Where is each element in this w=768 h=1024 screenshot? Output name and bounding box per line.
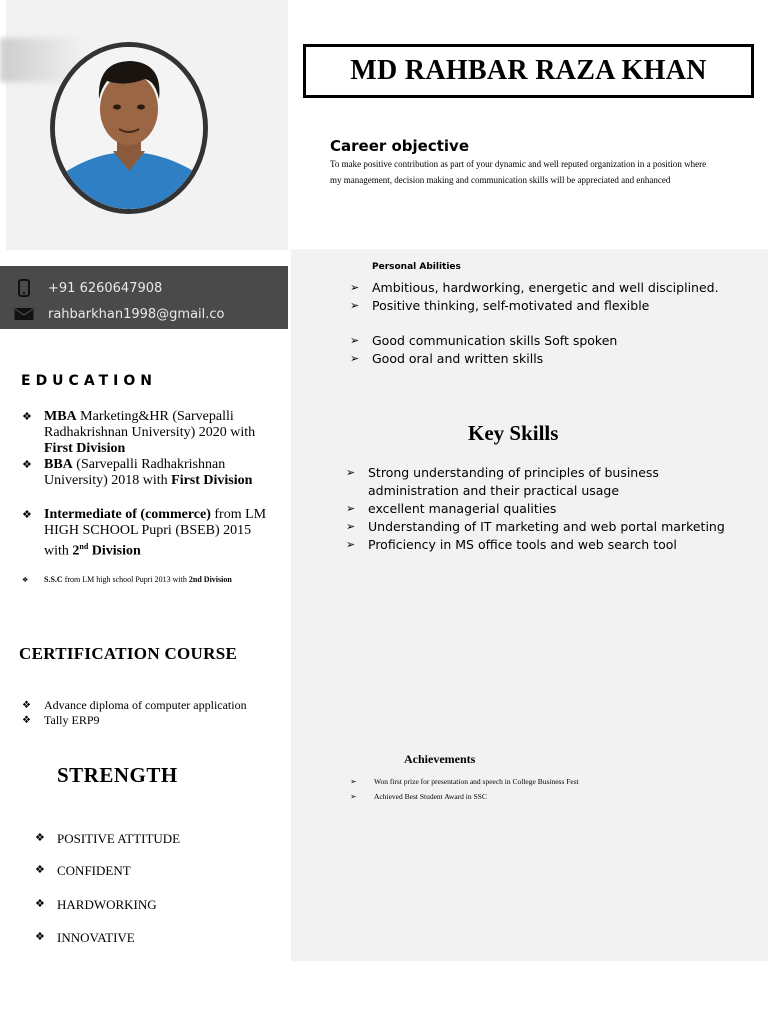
contact-phone-row <box>0 277 288 299</box>
skill-item: ➢ Proficiency in MS office tools and web search tool <box>346 537 677 552</box>
diamond-bullet-icon: ❖ <box>35 832 45 844</box>
skill-item: ➢ Strong understanding of principles of business administration and their practical usage <box>346 465 659 498</box>
diamond-bullet-icon: ❖ <box>22 715 31 726</box>
ability-item: ➢ Positive thinking, self-motivated and flexible <box>350 298 650 313</box>
strength-heading: STRENGTH <box>57 763 178 787</box>
phone-icon <box>0 279 48 297</box>
arrow-bullet-icon: ➢ <box>350 281 360 294</box>
name-box <box>303 44 754 98</box>
strength-item: ❖ CONFIDENT <box>35 863 131 878</box>
education-list <box>22 409 272 586</box>
ability-item: ➢ Ambitious, hardworking, energetic and well disciplined. <box>350 280 719 295</box>
diamond-bullet-icon: ❖ <box>22 575 29 584</box>
contact-email-row <box>0 303 288 325</box>
arrow-bullet-icon: ➢ <box>346 538 356 551</box>
profile-photo <box>50 42 208 214</box>
education-text: Intermediate of (commerce) from LM HIGH SCHOOL Pupri (BSEB) 2015 with 2nd Division <box>44 507 267 559</box>
full-name: MD RAHBAR RAZA KHAN <box>350 55 707 86</box>
arrow-bullet-icon: ➢ <box>350 777 357 786</box>
education-item-ssc <box>22 574 272 586</box>
skill-item: ➢ excellent managerial qualities <box>346 501 557 516</box>
achievement-item: ➢ Achieved Best Student Award in SSC <box>350 792 487 801</box>
diamond-bullet-icon: ❖ <box>22 700 31 711</box>
education-heading: EDUCATION <box>21 373 157 389</box>
arrow-bullet-icon: ➢ <box>350 792 357 801</box>
phone-number[interactable]: +91 6260647908 <box>48 280 163 296</box>
education-item-bba <box>22 457 272 489</box>
profile-photo-illustration <box>55 47 203 209</box>
certification-item: ❖ Tally ERP9 <box>22 713 100 727</box>
certification-list <box>22 698 247 728</box>
personal-abilities-list <box>350 279 750 368</box>
arrow-bullet-icon: ➢ <box>350 334 360 347</box>
arrow-bullet-icon: ➢ <box>346 502 356 515</box>
skill-item: ➢ Understanding of IT marketing and web portal marketing <box>346 519 725 534</box>
career-text-line-2: my management, decision making and communication skills will be appreciated and enhanced <box>330 175 671 185</box>
arrow-bullet-icon: ➢ <box>346 520 356 533</box>
career-objective-text <box>330 156 720 188</box>
education-text: BBA (Sarvepalli Radhakrishnan University) 2018 with First Division <box>44 457 253 488</box>
strength-item: ❖ INNOVATIVE <box>35 930 135 945</box>
career-text-line-1: To make positive contribution as part of your dynamic and well reputed organization in a position where <box>330 159 707 169</box>
diamond-bullet-icon: ❖ <box>35 931 45 943</box>
strength-item: ❖ HARDWORKING <box>35 897 157 912</box>
education-item-mba <box>22 409 272 457</box>
certification-heading: CERTIFICATION COURSE <box>19 644 238 663</box>
email-icon <box>0 307 48 321</box>
key-skills-heading: Key Skills <box>468 421 559 445</box>
personal-abilities-heading: Personal Abilities <box>372 262 461 272</box>
career-objective-title: Career objective <box>330 137 470 155</box>
education-text: MBA Marketing&HR (Sarvepalli Radhakrishnan University) 2020 with First Division <box>44 409 256 456</box>
diamond-bullet-icon: ❖ <box>35 864 45 876</box>
strength-item: ❖ POSITIVE ATTITUDE <box>35 831 181 846</box>
diamond-bullet-icon: ❖ <box>22 459 32 471</box>
achievement-item: ➢ Won first prize for presentation and speech in College Business Fest <box>350 777 579 786</box>
key-skills-list <box>346 464 751 554</box>
email-address[interactable]: rahbarkhan1998@gmail.co <box>48 306 225 322</box>
ability-item: ➢ Good oral and written skills <box>350 351 544 366</box>
arrow-bullet-icon: ➢ <box>346 466 356 479</box>
education-item-intermediate <box>22 507 272 560</box>
diamond-bullet-icon: ❖ <box>35 898 45 910</box>
education-text: S.S.C from LM high school Pupri 2013 with 2nd Division <box>44 574 232 584</box>
ability-item: ➢ Good communication skills Soft spoken <box>350 333 618 348</box>
achievements-heading: Achievements <box>404 752 476 766</box>
arrow-bullet-icon: ➢ <box>350 299 360 312</box>
diamond-bullet-icon: ❖ <box>22 411 32 423</box>
certification-item: ❖ Advance diploma of computer application <box>22 698 247 712</box>
diamond-bullet-icon: ❖ <box>22 509 32 521</box>
arrow-bullet-icon: ➢ <box>350 352 360 365</box>
